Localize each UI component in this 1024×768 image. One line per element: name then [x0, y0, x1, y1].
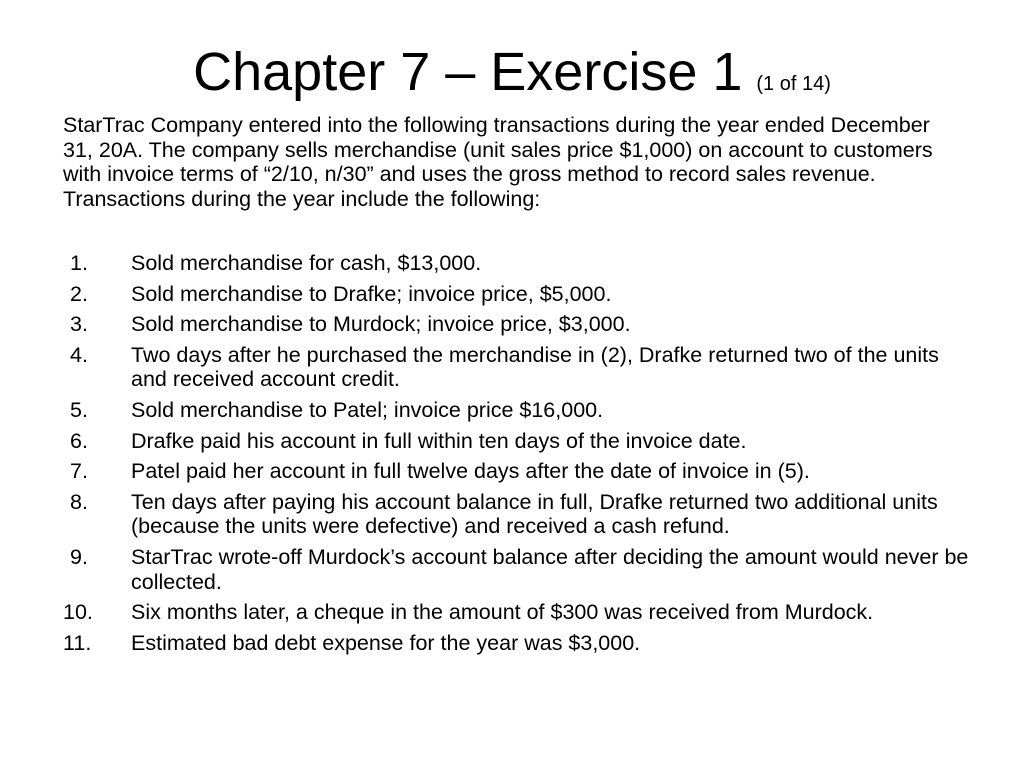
item-number: 10.: [63, 600, 93, 625]
item-number: 5.: [70, 397, 88, 422]
item-text: Ten days after paying his account balance in full, Drafke returned two additional units (because the units were defective) and received a cash refund.: [131, 489, 938, 539]
list-item: [63, 545, 973, 594]
list-item: [63, 343, 973, 392]
item-text: Sold merchandise for cash, $13,000.: [131, 251, 482, 275]
transaction-list: [63, 251, 973, 661]
item-number: 8.: [70, 489, 88, 514]
list-item: [63, 282, 973, 307]
item-number: 4.: [70, 342, 88, 367]
item-number: 9.: [70, 544, 88, 569]
item-text: Estimated bad debt expense for the year was $3,000.: [131, 630, 641, 655]
item-text: Sold merchandise to Patel; invoice price $16,000.: [131, 397, 604, 422]
list-item: [63, 459, 973, 484]
item-number: 7.: [70, 459, 88, 484]
title-page-indicator: (1 of 14): [756, 73, 831, 95]
item-number: 3.: [70, 312, 88, 337]
item-text: Six months later, a cheque in the amount of $300 was received from Murdock.: [131, 600, 874, 625]
list-item: [63, 312, 973, 337]
item-number: 1.: [70, 251, 88, 275]
list-item: [63, 490, 973, 539]
item-number: 6.: [70, 428, 88, 453]
item-text: StarTrac wrote-off Murdock’s account balance after deciding the amount would never be collected.: [131, 544, 969, 594]
item-text: Patel paid her account in full twelve days after the date of invoice in (5).: [131, 459, 810, 484]
item-number: 2.: [70, 281, 88, 306]
item-text: Drafke paid his account in full within ten days of the invoice date.: [131, 428, 747, 453]
list-item: [63, 631, 973, 656]
item-text: Sold merchandise to Murdock; invoice price, $3,000.: [131, 312, 631, 337]
list-item: [63, 429, 973, 454]
slide-title: [0, 40, 1024, 118]
intro-paragraph: StarTrac Company entered into the following transactions during the year ended December 31, 20A. The company sells merchandise (unit sales price $1,000) on account to customers with invoice terms of “2/10, n/30” and uses the gross method to record sales revenue. Transactions during the year include the following:: [63, 113, 933, 211]
list-item: [63, 600, 973, 625]
title-text: Chapter 7 – Exercise 1: [193, 42, 743, 102]
item-number: 11.: [63, 630, 92, 655]
item-text: Two days after he purchased the merchandise in (2), Drafke returned two of the units and received account credit.: [131, 342, 939, 392]
list-item: [63, 251, 973, 276]
list-item: [63, 398, 973, 423]
item-text: Sold merchandise to Drafke; invoice price, $5,000.: [131, 281, 612, 306]
